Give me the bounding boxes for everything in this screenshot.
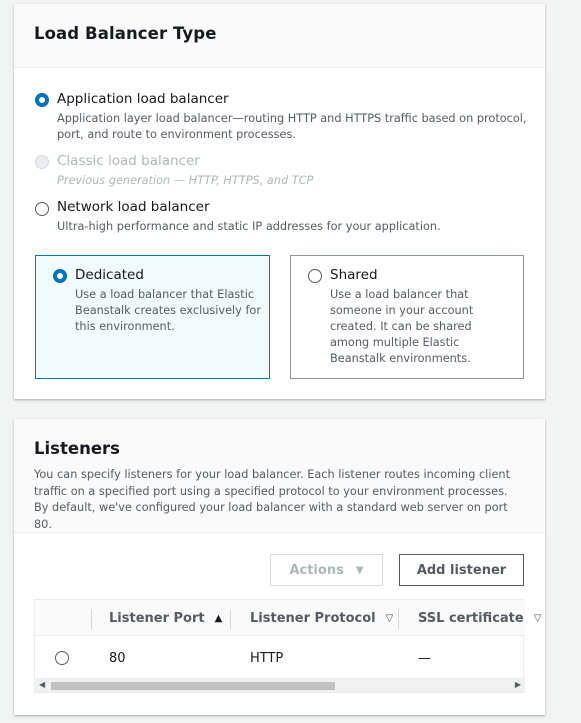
column-header-label: Listener Port <box>109 610 205 626</box>
radio-dedicated-icon[interactable] <box>53 269 67 283</box>
column-divider <box>230 609 231 629</box>
tile-label: Dedicated <box>75 267 144 283</box>
cell-port: 80 <box>109 650 126 666</box>
listeners-panel <box>14 419 545 715</box>
panel-description: You can specify listeners for your load balancer. Each listener routes incoming client traffic on a specified port using a specified protocol to your environment processes. By default, we've configured your load balancer with a standard web server on port 80. <box>34 468 510 531</box>
scroll-thumb[interactable] <box>51 682 335 690</box>
horizontal-scrollbar[interactable] <box>35 678 525 692</box>
tile-description: Use a load balancer that Elastic Beanstalk creates exclusively for this environment. <box>75 288 261 333</box>
add-listener-label: Add listener <box>416 562 507 578</box>
scroll-right-icon[interactable]: ▶ <box>514 680 521 689</box>
panel-title: Listeners <box>34 439 120 458</box>
caret-up-icon[interactable]: ▲ <box>214 612 223 624</box>
column-divider <box>91 609 92 629</box>
caret-down-outline-icon[interactable]: ▽ <box>385 612 394 624</box>
tile-description: Use a load balancer that someone in your account created. It can be shared among multiple Elastic Beanstalk environments. <box>330 288 474 365</box>
column-header-listener-port[interactable] <box>109 600 222 636</box>
option-label: Classic load balancer <box>57 153 200 169</box>
cell-ssl: — <box>418 650 431 666</box>
option-description: Application layer load balancer—routing HTTP and HTTPS traffic based on protocol, port, and route to environment processes. <box>57 112 527 141</box>
radio-classic-icon <box>35 155 49 169</box>
option-description: Ultra-high performance and static IP addresses for your application. <box>57 220 441 233</box>
scroll-left-icon[interactable]: ◀ <box>39 680 46 689</box>
add-listener-button[interactable] <box>399 554 524 586</box>
tile-label: Shared <box>330 267 378 283</box>
option-label: Application load balancer <box>57 91 229 107</box>
column-header-label: SSL certificate <box>418 610 524 626</box>
panel-header <box>14 419 545 533</box>
radio-application-icon[interactable] <box>35 93 49 107</box>
actions-button[interactable] <box>270 554 383 586</box>
caret-down-outline-icon[interactable]: ▽ <box>533 612 542 624</box>
column-header-listener-protocol[interactable] <box>250 600 393 636</box>
option-label: Network load balancer <box>57 199 210 215</box>
cell-protocol: HTTP <box>250 650 284 666</box>
actions-label: Actions <box>289 562 344 578</box>
column-header-ssl-certificate[interactable] <box>418 600 541 636</box>
caret-down-icon: ▼ <box>355 564 364 576</box>
option-description: Previous generation — HTTP, HTTPS, and TCP <box>57 174 314 187</box>
row-select-radio-icon[interactable] <box>55 651 69 665</box>
panel-header <box>14 4 545 68</box>
panel-title: Load Balancer Type <box>34 24 217 43</box>
listeners-table <box>34 599 542 693</box>
tile-dedicated[interactable] <box>35 255 270 379</box>
tile-shared[interactable] <box>290 255 524 379</box>
load-balancer-type-panel <box>14 4 545 399</box>
column-header-label: Listener Protocol <box>250 610 376 626</box>
table-header <box>35 600 542 636</box>
radio-shared-icon[interactable] <box>308 269 322 283</box>
column-divider <box>398 609 399 629</box>
radio-network-icon[interactable] <box>35 202 49 216</box>
